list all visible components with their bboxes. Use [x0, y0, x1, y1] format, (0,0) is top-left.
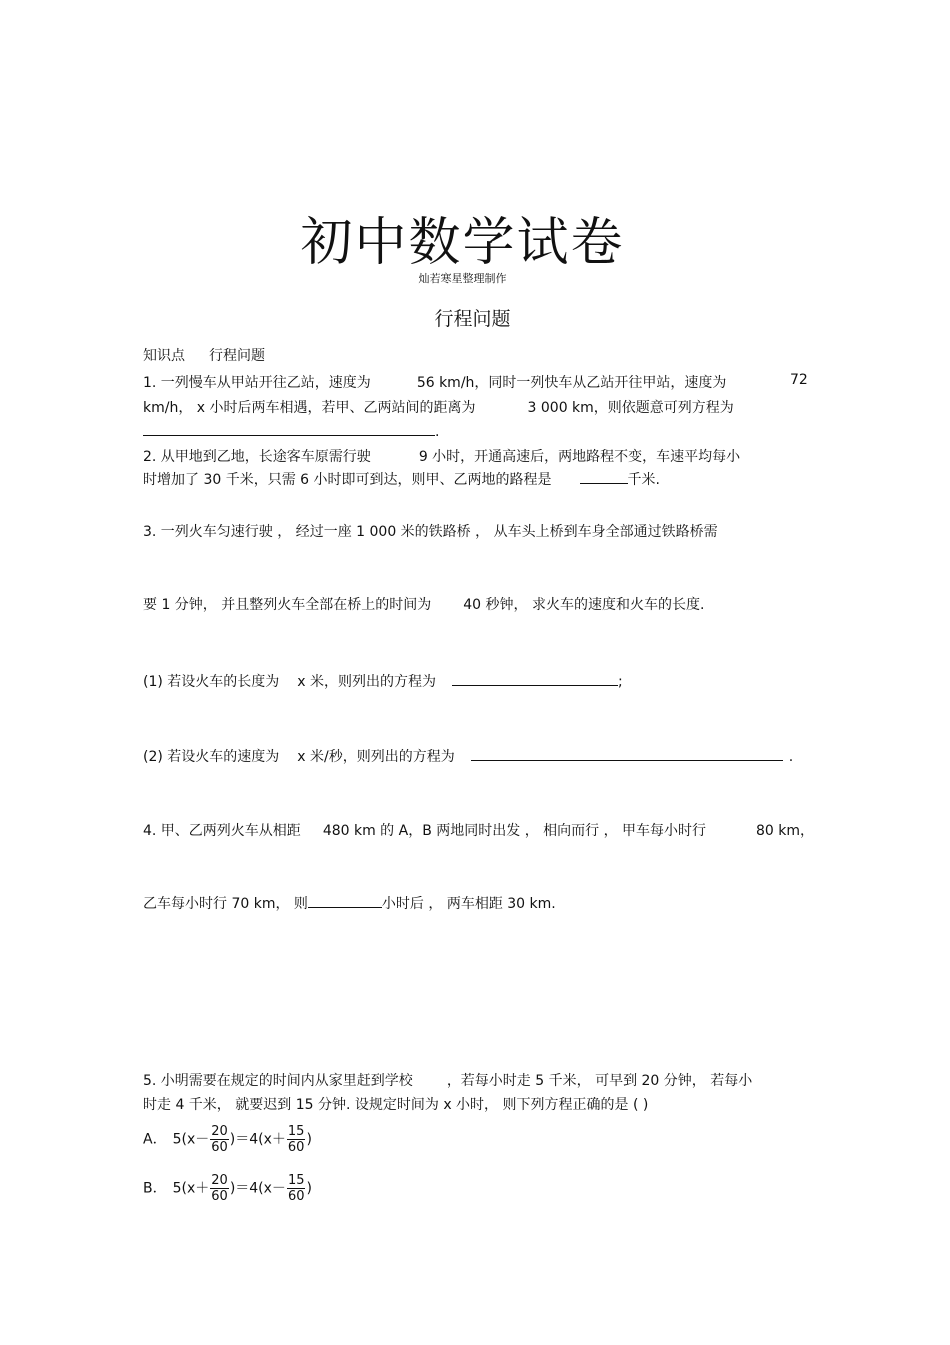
q2-answer-blank[interactable] — [580, 469, 628, 484]
option-b-fraction-2 — [287, 1173, 306, 1204]
option-a-fraction-1 — [210, 1124, 229, 1155]
document-subtitle: 灿若寒星整理制作 — [418, 272, 507, 285]
q1-text-b: 56 km/h，同时一列快车从乙站开往甲站，速度为 — [416, 375, 727, 391]
knowledge-label: 知识点 — [143, 348, 185, 364]
q4-text-a: 4. 甲、乙两列火车从相距 — [143, 823, 301, 839]
q3-part2-text-a: (2) 若设火车的速度为 — [143, 749, 280, 765]
q2-text-d: 千米. — [627, 472, 660, 488]
q3-part1-answer-blank[interactable] — [452, 671, 618, 686]
q5-line1 — [143, 1070, 752, 1090]
q1-text-a: 1. 一列慢车从甲站开往乙站，速度为 — [143, 375, 371, 391]
q3-part1-semicolon: ; — [618, 674, 623, 690]
section-title: 行程问题 — [434, 308, 511, 330]
document-title: 初中数学试卷 — [300, 213, 625, 273]
option-a-pre: 5(x－ — [172, 1131, 210, 1148]
option-b-denominator-1: 60 — [211, 1189, 228, 1204]
option-a-fraction-2 — [287, 1124, 306, 1155]
q1-line1 — [143, 372, 726, 392]
q2-line2 — [143, 469, 660, 489]
q3-line1: 3. 一列火车匀速行驶 ， 经过一座 1 000 米的铁路桥 ， 从车头上桥到车身全部通过铁路桥需 — [143, 524, 718, 540]
q5-text-b: ，若每小时走 5 千米， 可早到 20 分钟， 若每小 — [446, 1073, 753, 1089]
q3-part2 — [143, 746, 793, 766]
option-b-numerator-2: 15 — [287, 1173, 305, 1188]
q4-text-b: 480 km 的 A，B 两地同时出发 ， 相向而行 ， 甲车每小时行 — [322, 823, 707, 839]
q3-part1-text-a: (1) 若设火车的长度为 — [143, 674, 280, 690]
q3-part2-text-b: x 米/秒，则列出的方程为 — [297, 749, 455, 765]
q3-part2-answer-blank[interactable] — [471, 746, 783, 761]
q5-option-b[interactable] — [143, 1173, 312, 1204]
q1-line3 — [143, 421, 439, 440]
q4-speed-value: 80 km， — [756, 823, 815, 839]
q4-text-d: 小时后 ， 两车相距 30 km. — [381, 896, 556, 912]
q3-part1 — [143, 671, 623, 691]
knowledge-point — [143, 345, 265, 365]
q3-line2 — [143, 594, 704, 614]
q5-option-a[interactable] — [143, 1124, 312, 1155]
q4-line1 — [143, 820, 706, 840]
q2-text-a: 2. 从甲地到乙地，长途客车原需行驶 — [143, 449, 371, 465]
q1-period: . — [435, 424, 440, 440]
option-a-numerator-2: 15 — [287, 1124, 305, 1139]
q1-text-d: 3 000 km，则依题意可列方程为 — [527, 400, 734, 416]
q3-text-a: 要 1 分钟， 并且整列火车全部在桥上的时间为 — [143, 597, 432, 613]
option-b-pre: 5(x＋ — [172, 1180, 210, 1197]
q2-text-b: 9 小时，开通高速后，两地路程不变，车速平均每小 — [418, 449, 741, 465]
q2-line1 — [143, 446, 740, 466]
option-a-mid: )＝4(x＋ — [229, 1131, 286, 1148]
option-a-post: ) — [306, 1131, 312, 1148]
q4-text-c: 乙车每小时行 70 km， 则 — [143, 896, 308, 912]
q1-answer-blank[interactable] — [143, 421, 435, 436]
q1-text-c: km/h， x 小时后两车相遇，若甲、乙两站间的距离为 — [143, 400, 476, 416]
q1-line2 — [143, 397, 734, 417]
q4-line2 — [143, 893, 556, 913]
option-a-denominator-2: 60 — [287, 1140, 305, 1155]
q5-line2: 时走 4 千米， 就要迟到 15 分钟. 设规定时间为 x 小时， 则下列方程正确的是 ( ) — [143, 1097, 649, 1113]
option-b-mid: )＝4(x－ — [229, 1180, 286, 1197]
option-b-post: ) — [306, 1180, 312, 1197]
knowledge-topic: 行程问题 — [209, 348, 265, 364]
q4-answer-blank[interactable] — [308, 893, 382, 908]
option-b-numerator-1: 20 — [211, 1173, 228, 1188]
option-a-numerator-1: 20 — [211, 1124, 228, 1139]
option-a-label: A． — [143, 1131, 167, 1148]
option-b-label: B． — [143, 1180, 167, 1197]
q5-text-a: 5. 小明需要在规定的时间内从家里赶到学校 — [143, 1073, 413, 1089]
q3-text-b: 40 秒钟， 求火车的速度和火车的长度. — [463, 597, 705, 613]
q3-part2-period: . — [788, 749, 794, 765]
q2-text-c: 时增加了 30 千米，只需 6 小时即可到达，则甲、乙两地的路程是 — [143, 472, 552, 488]
option-b-fraction-1 — [210, 1173, 229, 1204]
q3-part1-text-b: x 米，则列出的方程为 — [297, 674, 437, 690]
option-b-denominator-2: 60 — [287, 1189, 305, 1204]
q1-speed-value: 72 — [790, 372, 808, 388]
option-a-denominator-1: 60 — [211, 1140, 228, 1155]
